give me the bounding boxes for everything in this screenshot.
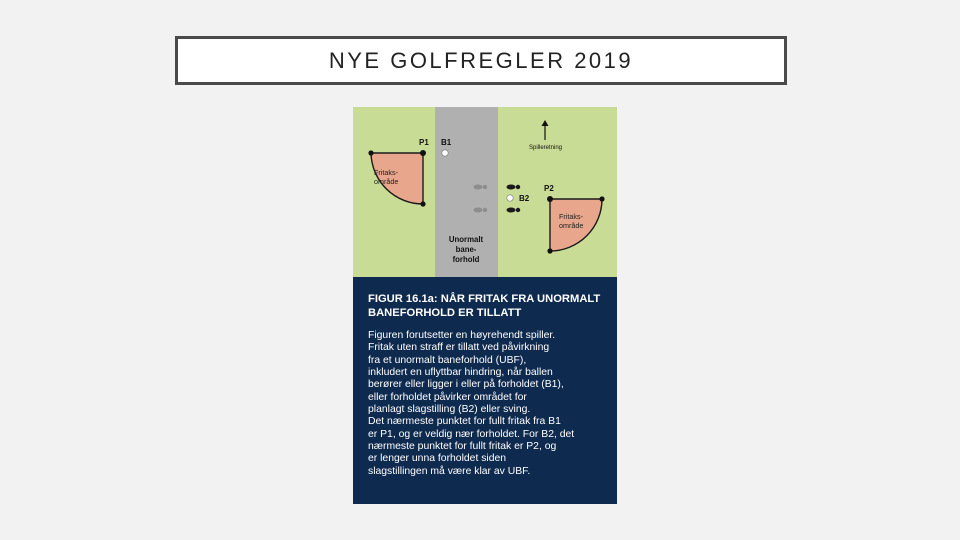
relief-corner-dot (547, 248, 552, 253)
relief-left-label-1: Fritaks- (374, 168, 398, 177)
relief-right-label-2: område (559, 221, 584, 230)
relief-corner-dot (420, 201, 425, 206)
p2-label: P2 (544, 184, 554, 193)
gur-label-2: bane- (455, 245, 477, 254)
relief-corner-dot (368, 150, 373, 155)
p1-point (420, 150, 426, 156)
b2-ball (507, 195, 513, 201)
caption-body: Figuren forutsetter en høyrehendt spiller. Fritak uten straff er tillatt ved påvirkning fra et unormalt baneforhold (UBF), inkludert en uflyttbar hindring, når ballen berører eller ligger i eller på forholdet (B1), eller forholdet påvirker området for planlagt slagstilling (B2) eller sving. Det nærmeste punktet for fullt fritak fra B1 er P1, og er veldig nær forholdet. For B2, det nærmeste punktet for fullt fritak er P2, og er lenger unna forholdet siden slagstillingen må være klar av UBF. (368, 330, 575, 477)
relief-right-label-1: Fritaks- (559, 212, 583, 221)
relief-corner-dot (599, 196, 604, 201)
p2-point (547, 196, 553, 202)
slide-title: NYE GOLFREGLER 2019 (328, 47, 634, 73)
slide-title-box (175, 36, 787, 85)
relief-left-label-2: område (374, 177, 399, 186)
b1-ball (442, 150, 448, 156)
figure-caption (353, 277, 617, 504)
p1-label: P1 (419, 138, 429, 147)
rule-figure (353, 107, 617, 504)
gur-label-1: Unormalt (448, 235, 484, 244)
caption-heading: FIGUR 16.1a: NÅR FRITAK FRA UNORMALT BANEFORHOLD ER TILLATT (368, 293, 601, 319)
direction-label: Spilleretning (529, 145, 563, 151)
b1-label: B1 (441, 138, 452, 147)
gur-label-3: forhold (452, 255, 480, 264)
figure-diagram (353, 107, 617, 277)
b2-label: B2 (519, 194, 530, 203)
